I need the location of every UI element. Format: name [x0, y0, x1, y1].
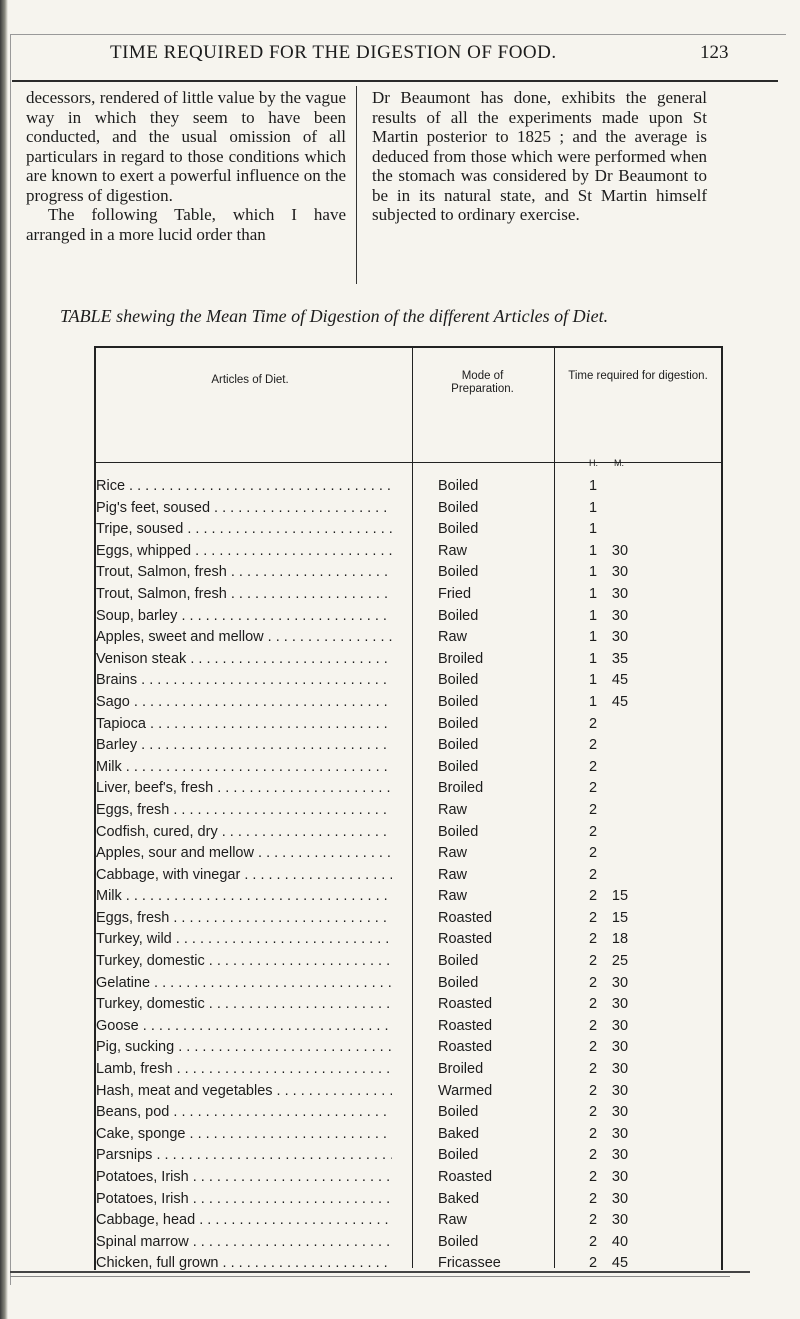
table-row: [0, 1145, 800, 1167]
table-row: [0, 973, 800, 995]
table-bottom-rule-secondary: [10, 1276, 730, 1277]
article-cell: Cake, sponge . . .: [96, 1126, 392, 1142]
hours-cell: 2: [588, 1169, 598, 1185]
hours-cell: 2: [588, 1212, 598, 1229]
article-cell: Eggs, fresh . . .: [96, 910, 392, 926]
table-row: [0, 757, 800, 779]
table-row: [0, 1037, 800, 1059]
table-row: [0, 627, 800, 649]
article-cell: Pig, sucking . . .: [96, 1039, 392, 1055]
article-cell: Venison steak . . .: [96, 651, 392, 667]
mode-cell: Broiled: [438, 780, 484, 797]
minutes-cell: 30: [611, 1061, 629, 1078]
table-row: [0, 1210, 800, 1232]
table-row: [0, 1167, 800, 1189]
mode-cell: Boiled: [438, 823, 479, 840]
minutes-cell: 18: [611, 931, 629, 948]
minutes-cell: 30: [611, 564, 629, 581]
hours-cell: 1: [588, 650, 598, 667]
article-cell: Trout, Salmon, fresh . . .: [96, 564, 392, 580]
mode-cell: Raw: [438, 629, 468, 646]
article-cell: Rice . . .: [96, 478, 392, 494]
mode-cell: Boiled: [438, 521, 479, 538]
table-row: [0, 1059, 800, 1081]
table-row: [0, 843, 800, 865]
table-row: [0, 951, 800, 973]
minutes-cell: 30: [611, 629, 629, 646]
article-cell: Cabbage, head . . .: [96, 1212, 392, 1228]
table-row: [0, 1189, 800, 1211]
header-rule: [12, 80, 778, 82]
right-paragraph-1: Dr Beaumont has done, exhibits the general results of all the experiments made upon St Martin posterior to 1825 ; and the average is deduced from those which were performed when the stomach was considered by Dr Beaumont to be in its natural state, and St Martin himself subjected to ordinary exercise.: [372, 88, 707, 224]
article-cell: Cabbage, with vinegar . . .: [96, 867, 392, 883]
table-row: [0, 778, 800, 800]
article-cell: Turkey, domestic . . .: [96, 996, 392, 1012]
mode-cell: Boiled: [438, 607, 479, 624]
left-paragraph-1: decessors, rendered of little value by the vague way in which they seem to have been conducted, and the usual omission of all particulars in regard to those conditions which are known to exert a powerful influence on the progress of digestion.: [26, 88, 346, 205]
hours-cell: 2: [588, 845, 598, 862]
mode-cell: Boiled: [438, 564, 479, 581]
hours-cell: 2: [588, 1017, 598, 1034]
hours-cell: 2: [588, 974, 598, 991]
minutes-cell: 30: [611, 542, 629, 559]
table-row: [0, 606, 800, 628]
article-cell: Trout, Salmon, fresh . . .: [96, 586, 392, 602]
minutes-cell: 30: [611, 1190, 629, 1207]
hours-cell: 2: [588, 1190, 598, 1207]
minutes-cell: 45: [611, 1255, 629, 1272]
minutes-cell: 30: [611, 1125, 629, 1142]
mode-cell: Warmed: [438, 1082, 493, 1099]
table-row: [0, 865, 800, 887]
article-cell: Eggs, fresh . . .: [96, 802, 392, 818]
hours-cell: 2: [588, 888, 598, 905]
hours-cell: 2: [588, 1233, 598, 1250]
table-row: [0, 1102, 800, 1124]
hours-cell: 1: [588, 542, 598, 559]
minutes-cell: 30: [611, 1147, 629, 1164]
minutes-cell: 45: [611, 693, 629, 710]
hours-cell: 2: [588, 996, 598, 1013]
hours-cell: 2: [588, 823, 598, 840]
table-header-rule: [94, 462, 721, 463]
table-row: [0, 1253, 800, 1275]
article-cell: Apples, sweet and mellow . . .: [96, 629, 392, 645]
article-cell: Goose . . .: [96, 1018, 392, 1034]
minutes-cell: 30: [611, 974, 629, 991]
table-row: [0, 649, 800, 671]
mode-cell: Broiled: [438, 650, 484, 667]
minutes-cell: 25: [611, 953, 629, 970]
hours-cell: 2: [588, 780, 598, 797]
article-cell: Apples, sour and mellow . . .: [96, 845, 392, 861]
left-paragraph-2: The following Table, which I have arranged in a more lucid order than: [26, 205, 346, 244]
mode-cell: Boiled: [438, 1104, 479, 1121]
hours-cell: 2: [588, 1082, 598, 1099]
hours-cell: 2: [588, 909, 598, 926]
table-caption: TABLE shewing the Mean Time of Digestion of the different Articles of Diet.: [60, 306, 609, 326]
minutes-cell: 40: [611, 1233, 629, 1250]
minutes-cell: 30: [611, 1169, 629, 1185]
table-row: [0, 908, 800, 930]
table-row: [0, 735, 800, 757]
table-row: [0, 929, 800, 951]
mode-cell: Roasted: [438, 909, 493, 926]
mode-cell: Boiled: [438, 1147, 479, 1164]
minutes-cell: 30: [611, 1039, 629, 1056]
hours-cell: 1: [588, 564, 598, 581]
hours-cell: 1: [588, 499, 598, 516]
mode-cell: Broiled: [438, 1061, 484, 1078]
article-cell: Parsnips . . .: [96, 1147, 392, 1163]
hours-cell: 2: [588, 1255, 598, 1272]
mode-cell: Boiled: [438, 672, 479, 689]
left-column: [26, 88, 346, 244]
hours-cell: 2: [588, 1061, 598, 1078]
mode-cell: Baked: [438, 1190, 480, 1207]
header-mode: Mode of Preparation.: [451, 370, 514, 395]
hours-cell: 2: [588, 1104, 598, 1121]
article-cell: Brains . . .: [96, 672, 392, 688]
table-row: [0, 670, 800, 692]
diet-table-body: [0, 476, 800, 1275]
mode-cell: Raw: [438, 866, 468, 883]
minutes-cell: 30: [611, 1212, 629, 1229]
hours-cell: 2: [588, 931, 598, 948]
minutes-cell: 45: [611, 672, 629, 689]
unit-hours: H.: [589, 458, 598, 468]
table-row: [0, 584, 800, 606]
hours-cell: 2: [588, 715, 598, 732]
mode-cell: Boiled: [438, 715, 479, 732]
column-divider: [356, 86, 357, 284]
mode-cell: Fricassee: [438, 1255, 501, 1272]
article-cell: Hash, meat and vegetables . . .: [96, 1083, 392, 1099]
mode-cell: Boiled: [438, 953, 479, 970]
hours-cell: 2: [588, 1125, 598, 1142]
hours-cell: 2: [588, 737, 598, 754]
hours-cell: 1: [588, 672, 598, 689]
right-column: [372, 88, 707, 225]
mode-cell: Raw: [438, 1212, 468, 1229]
hours-cell: 2: [588, 801, 598, 818]
table-row: [0, 476, 800, 498]
article-cell: Eggs, whipped . . .: [96, 543, 392, 559]
mode-cell: Raw: [438, 888, 468, 905]
table-row: [0, 714, 800, 736]
mode-cell: Boiled: [438, 1233, 479, 1250]
mode-cell: Roasted: [438, 1017, 493, 1034]
article-cell: Milk . . .: [96, 759, 392, 775]
article-cell: Pig's feet, soused . . .: [96, 500, 392, 516]
mode-cell: Raw: [438, 801, 468, 818]
minutes-cell: 30: [611, 996, 629, 1013]
article-cell: Turkey, domestic . . .: [96, 953, 392, 969]
mode-cell: Roasted: [438, 931, 493, 948]
table-row: [0, 1232, 800, 1254]
hours-cell: 1: [588, 693, 598, 710]
article-cell: Liver, beef's, fresh . . .: [96, 780, 392, 796]
table-row: [0, 886, 800, 908]
mode-cell: Boiled: [438, 974, 479, 991]
unit-minutes: M.: [614, 458, 624, 468]
table-row: [0, 1081, 800, 1103]
article-cell: Tripe, soused . . .: [96, 521, 392, 537]
header-time: Time required for digestion.: [568, 370, 708, 382]
mode-cell: Boiled: [438, 478, 479, 494]
minutes-cell: 15: [611, 909, 629, 926]
table-row: [0, 822, 800, 844]
hours-cell: 1: [588, 607, 598, 624]
article-cell: Barley . . .: [96, 737, 392, 753]
mode-cell: Roasted: [438, 1169, 493, 1185]
minutes-cell: 30: [611, 1082, 629, 1099]
hours-cell: 1: [588, 521, 598, 538]
hours-cell: 1: [588, 478, 598, 494]
table-row: [0, 692, 800, 714]
minutes-cell: 30: [611, 585, 629, 602]
article-cell: Soup, barley . . .: [96, 608, 392, 624]
article-cell: Sago . . .: [96, 694, 392, 710]
minutes-cell: 15: [611, 888, 629, 905]
mode-cell: Baked: [438, 1125, 480, 1142]
minutes-cell: 30: [611, 1017, 629, 1034]
mode-cell: Boiled: [438, 499, 479, 516]
table-row: [0, 800, 800, 822]
article-cell: Tapioca . . .: [96, 716, 392, 732]
hours-cell: 1: [588, 629, 598, 646]
article-cell: Lamb, fresh . . .: [96, 1061, 392, 1077]
mode-cell: Boiled: [438, 737, 479, 754]
table-row: [0, 498, 800, 520]
table-row: [0, 519, 800, 541]
table-row: [0, 994, 800, 1016]
hours-cell: 2: [588, 866, 598, 883]
mode-cell: Boiled: [438, 758, 479, 775]
mode-cell: Raw: [438, 542, 468, 559]
article-cell: Potatoes, Irish . . .: [96, 1191, 392, 1207]
mode-cell: Roasted: [438, 996, 493, 1013]
minutes-cell: 30: [611, 1104, 629, 1121]
article-cell: Spinal marrow . . .: [96, 1234, 392, 1250]
hours-cell: 2: [588, 1039, 598, 1056]
hours-cell: 2: [588, 953, 598, 970]
article-cell: Milk . . .: [96, 888, 392, 904]
article-cell: Gelatine . . .: [96, 975, 392, 991]
article-cell: Turkey, wild . . .: [96, 931, 392, 947]
minutes-cell: 35: [611, 650, 629, 667]
header-articles: Articles of Diet.: [211, 374, 289, 386]
mode-cell: Fried: [438, 585, 472, 602]
article-cell: Codfish, cured, dry . . .: [96, 824, 392, 840]
table-row: [0, 562, 800, 584]
hours-cell: 1: [588, 585, 598, 602]
mode-cell: Boiled: [438, 693, 479, 710]
mode-cell: Raw: [438, 845, 468, 862]
page-number: 123: [700, 42, 729, 63]
article-cell: Chicken, full grown . . .: [96, 1255, 392, 1271]
hours-cell: 2: [588, 1147, 598, 1164]
table-row: [0, 1016, 800, 1038]
table-row: [0, 541, 800, 563]
article-cell: Potatoes, Irish . . .: [96, 1169, 392, 1185]
minutes-cell: 30: [611, 607, 629, 624]
table-row: [0, 1124, 800, 1146]
hours-cell: 2: [588, 758, 598, 775]
article-cell: Beans, pod . . .: [96, 1104, 392, 1120]
mode-cell: Roasted: [438, 1039, 493, 1056]
running-head: TIME REQUIRED FOR THE DIGESTION OF FOOD.: [110, 42, 557, 63]
